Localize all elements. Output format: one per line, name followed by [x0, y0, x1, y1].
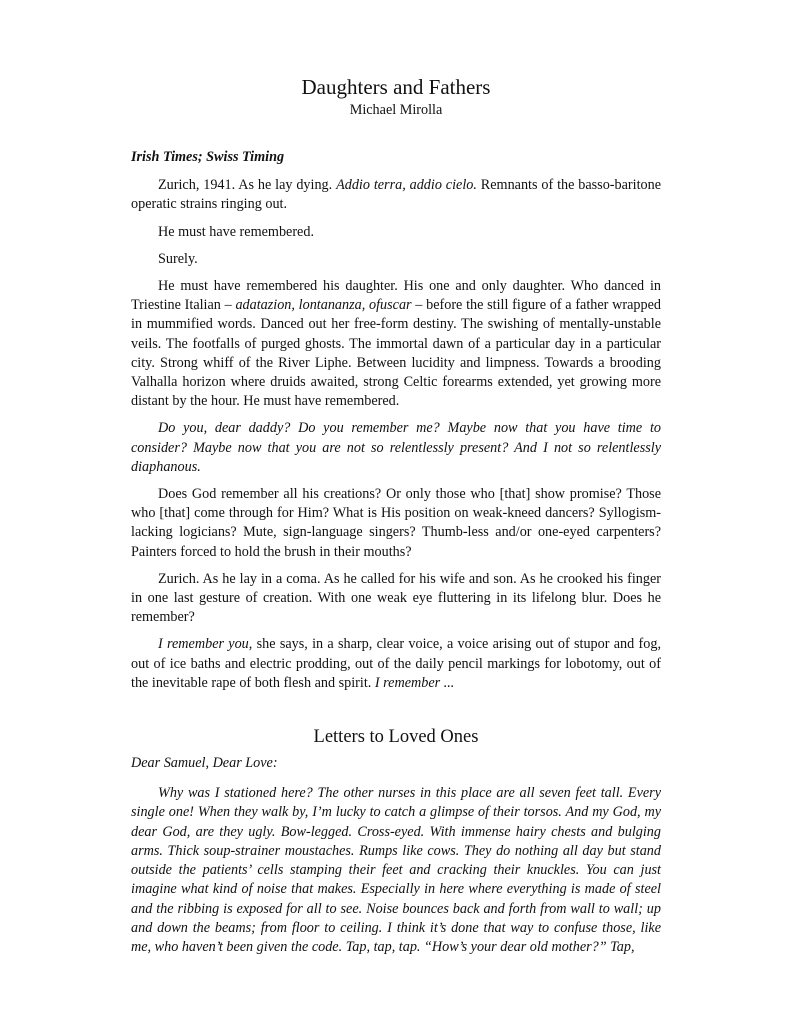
- letter-salutation: Dear Samuel, Dear Love:: [131, 755, 278, 772]
- italic-phrase: Addio terra, addio cielo.: [336, 177, 477, 194]
- italic-phrase: adatazion, lontananza, ofuscar: [235, 297, 412, 314]
- document-body: [131, 74, 661, 957]
- chapter-heading: Letters to Loved Ones: [313, 727, 479, 748]
- italic-phrase: I remember ...: [374, 674, 455, 691]
- document-title: Daughters and Fathers: [301, 75, 491, 99]
- paragraph-3: Surely.: [158, 250, 198, 267]
- letter-paragraph: Why was I stationed here? The other nurses in this place are all seven feet tall. Every single one! When they walk by, I’m lucky to catch a glimpse of their torsos. And my God, my dear God, are they ugly. Bow-legged. Cross-eyed. With immense hairy chests and bulging arms. Thick soup-strainer moustaches. Rumps like cows. They do nothing all day but stand outside the patients’ cells stamping their feet and cracking their knuckles. You can just imagine what kind of noise that makes. Especially in here where everything is made of steel and the ribbing is exposed for all to see. Noise bounces back and forth from wall to wall; up and down the beams; from floor to ceiling. I think it’s done that way to confuse those, like me, who haven’t been given the code. Tap, tap, tap. “How’s your dear old mother?” Tap,: [131, 785, 661, 955]
- paragraph-text: , she says, in a sharp, clear voice, a voice arising out of stupor and fog, out of ice baths and electric prodding, out of the daily pencil markings for lobotomy, out of the inevitable rape of both flesh and spirit.: [131, 636, 661, 691]
- paragraph-4: [131, 277, 661, 411]
- paragraph-text: He must have remembered his daughter. His one and only daughter. Who danced in Triestine Italian –: [131, 278, 661, 314]
- paragraph-1: [131, 176, 661, 214]
- paragraph-8: [131, 635, 661, 693]
- paragraph-5: Do you, dear daddy? Do you remember me? Maybe now that you have time to consider? Maybe now that you are not so relentlessly present? And I not so relentlessly diaphanous.: [131, 420, 661, 475]
- paragraph-text: Zurich, 1941. As he lay dying.: [158, 177, 337, 194]
- paragraph-text: Remnants of the basso-baritone operatic strains ringing out.: [131, 177, 661, 213]
- paragraph-text: – before the still figure of a father wrapped in mummified words. Danced out her free-form destiny. The swishing of mentally-unstable veils. The footfalls of purged ghosts. The immortal dawn of a particular day in a particular city. Strong whiff of the River Liphe. Between lucidity and limpness. Towards a brooding Valhalla horizon where druids awaited, strong Celtic forearms extended, yet growing more distant by the hour. He must have remembered.: [131, 297, 661, 410]
- author-name: Michael Mirolla: [349, 102, 443, 118]
- italic-phrase: I remember you: [158, 636, 249, 653]
- paragraph-2: He must have remembered.: [158, 223, 315, 240]
- section-heading: Irish Times; Swiss Timing: [131, 149, 285, 165]
- paragraph-7: Zurich. As he lay in a coma. As he called for his wife and son. As he crooked his finger in one last gesture of creation. With one weak eye fluttering in its lifelong blur. Does he remember?: [131, 570, 661, 626]
- paragraph-6: Does God remember all his creations? Or only those who [that] show promise? Those who [that] come through for Him? What is His position on weak-kneed dancers? Syllogism-lacking logicians? Mute, sign-language singers? Thumb-less and/or one-eyed carpenters? Painters forced to hold the brush in their mouths?: [131, 486, 661, 560]
